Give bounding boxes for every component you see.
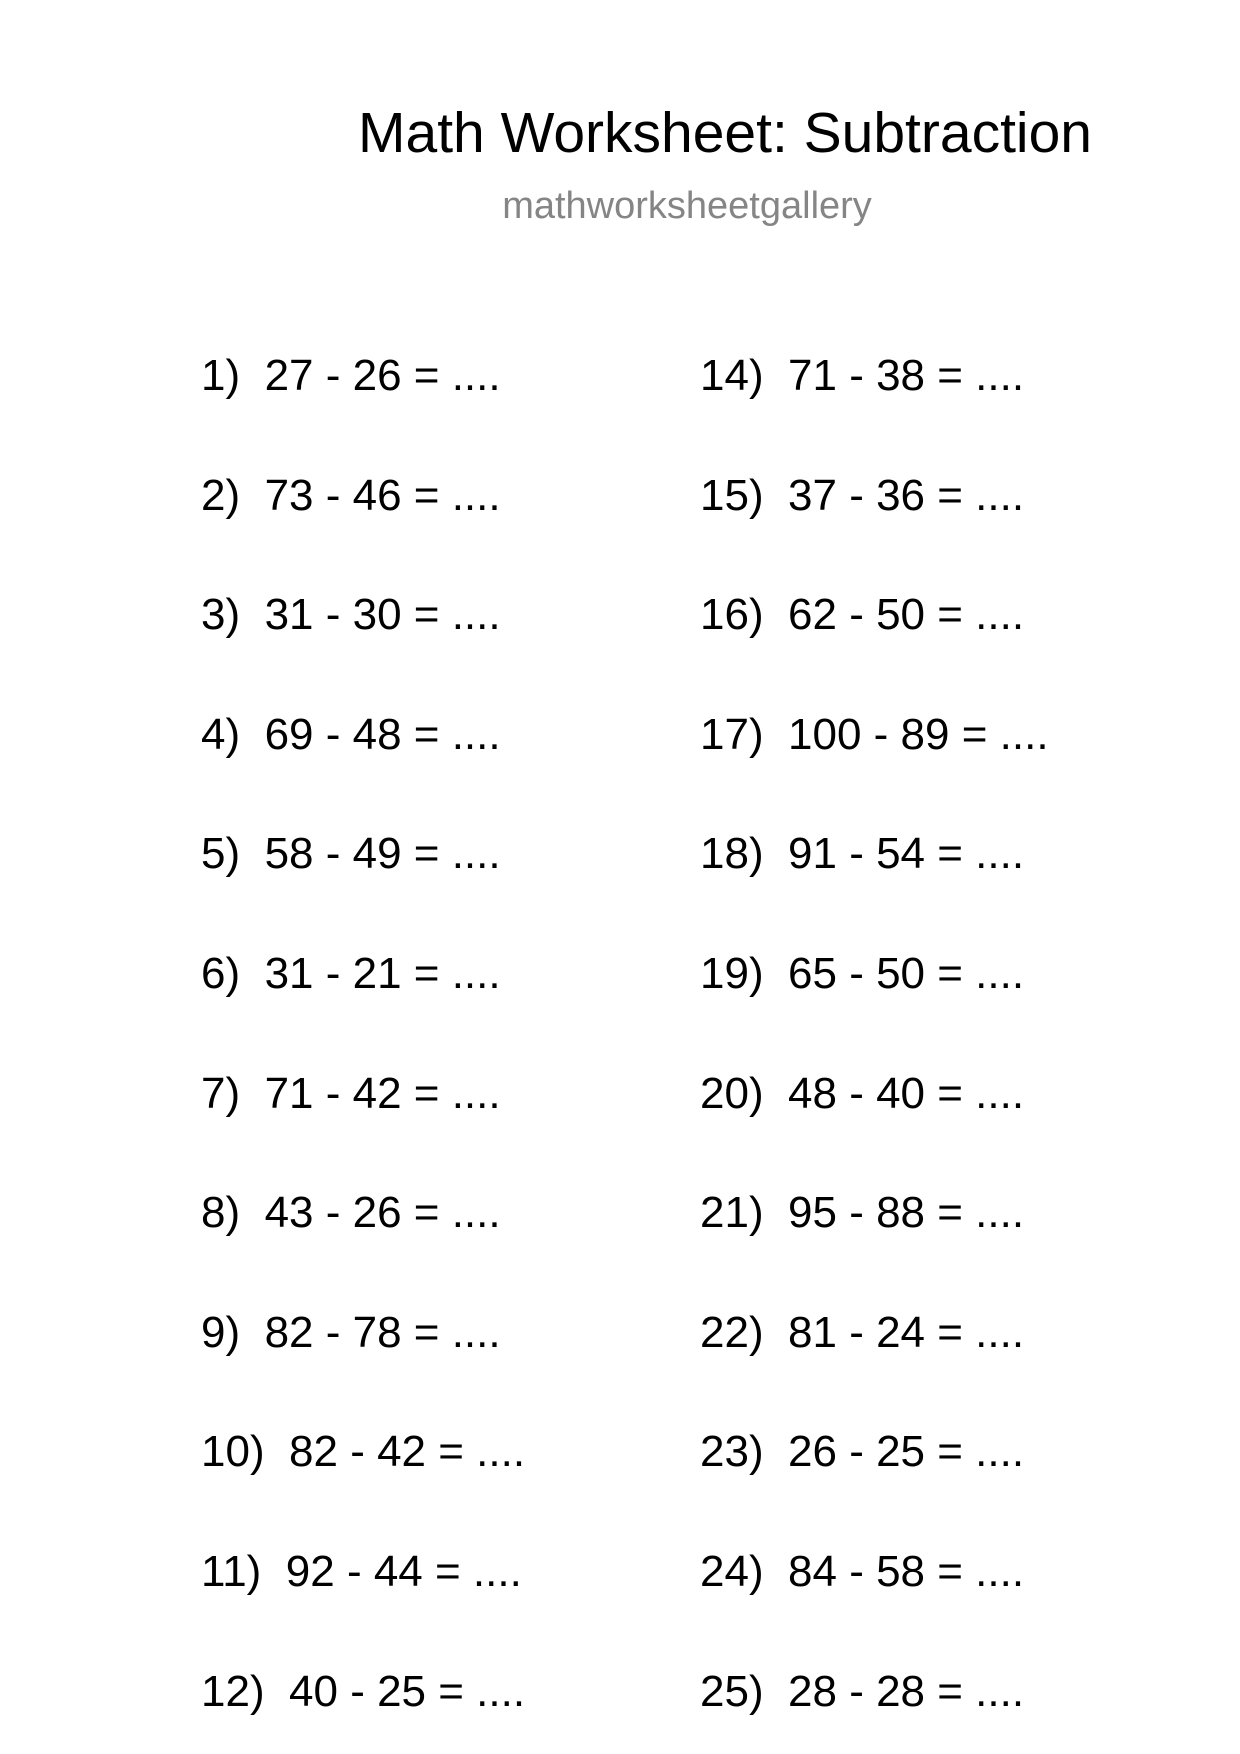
problem-expression: 31 - 21 = .... — [264, 949, 501, 998]
problem-item — [201, 710, 501, 760]
problem-expression: 84 - 58 = .... — [788, 1547, 1025, 1596]
problem-number: 3) — [201, 590, 241, 640]
problem-item — [201, 471, 501, 521]
problem-number: 16) — [700, 590, 764, 640]
problem-expression: 71 - 38 = .... — [788, 351, 1025, 400]
problem-expression: 69 - 48 = .... — [264, 709, 501, 759]
problem-expression: 81 - 24 = .... — [788, 1307, 1025, 1357]
problem-expression: 28 - 28 = .... — [788, 1666, 1025, 1716]
problem-expression: 82 - 42 = .... — [289, 1427, 526, 1477]
problem-expression: 31 - 30 = .... — [264, 590, 501, 640]
problem-number: 21) — [700, 1188, 764, 1238]
problem-expression: 100 - 89 = .... — [788, 709, 1049, 759]
problem-number: 7) — [201, 1068, 241, 1118]
problem-number: 17) — [700, 709, 764, 759]
problem-number: 8) — [201, 1188, 241, 1238]
problem-number: 24) — [700, 1547, 764, 1596]
problem-item — [700, 1667, 1024, 1717]
problem-item — [700, 1427, 1024, 1477]
problem-number: 18) — [700, 829, 764, 879]
problem-number: 1) — [201, 351, 241, 400]
problem-item — [201, 351, 501, 401]
problem-item — [700, 1547, 1024, 1597]
problem-expression: 37 - 36 = .... — [788, 470, 1025, 520]
problem-item — [700, 351, 1024, 401]
problem-expression: 27 - 26 = .... — [264, 351, 501, 400]
problem-expression: 92 - 44 = .... — [285, 1547, 522, 1596]
problem-item — [201, 590, 501, 640]
problem-expression: 43 - 26 = .... — [264, 1188, 501, 1238]
problem-expression: 40 - 25 = .... — [289, 1666, 526, 1716]
problem-item — [201, 1427, 525, 1477]
problem-number: 4) — [201, 709, 241, 759]
problem-item — [201, 1308, 501, 1358]
problem-number: 5) — [201, 829, 241, 879]
problem-item — [201, 1547, 522, 1597]
problem-expression: 26 - 25 = .... — [788, 1427, 1025, 1477]
worksheet-source: mathworksheetgallery — [502, 185, 872, 227]
problem-number: 14) — [700, 351, 764, 400]
problem-number: 19) — [700, 949, 764, 998]
problem-number: 2) — [201, 470, 241, 520]
problem-item — [700, 1188, 1024, 1238]
problem-item — [700, 829, 1024, 879]
problem-expression: 91 - 54 = .... — [788, 829, 1025, 879]
problem-item — [700, 1308, 1024, 1358]
problem-expression: 73 - 46 = .... — [264, 470, 501, 520]
problem-item — [700, 471, 1024, 521]
problem-expression: 58 - 49 = .... — [264, 829, 501, 879]
problem-expression: 62 - 50 = .... — [788, 590, 1025, 640]
problem-number: 12) — [201, 1666, 265, 1716]
problem-expression: 65 - 50 = .... — [788, 949, 1025, 998]
problem-item — [700, 710, 1049, 760]
problem-number: 6) — [201, 949, 241, 998]
problem-item — [201, 829, 501, 879]
problem-expression: 95 - 88 = .... — [788, 1188, 1025, 1238]
problem-number: 15) — [700, 470, 764, 520]
problem-item — [201, 1069, 501, 1119]
problem-item — [700, 949, 1024, 999]
problem-expression: 71 - 42 = .... — [264, 1068, 501, 1118]
problem-item — [201, 1667, 525, 1717]
problem-number: 20) — [700, 1068, 764, 1118]
problem-item — [700, 1069, 1024, 1119]
problem-number: 10) — [201, 1427, 265, 1477]
problem-expression: 82 - 78 = .... — [264, 1307, 501, 1357]
problem-number: 23) — [700, 1427, 764, 1477]
problem-item — [201, 1188, 501, 1238]
problem-number: 22) — [700, 1307, 764, 1357]
problem-number: 11) — [201, 1547, 262, 1596]
problem-expression: 48 - 40 = .... — [788, 1068, 1025, 1118]
problem-number: 9) — [201, 1307, 241, 1357]
problem-number: 25) — [700, 1666, 764, 1716]
problem-item — [700, 590, 1024, 640]
worksheet-title: Math Worksheet: Subtraction — [358, 101, 1092, 165]
problem-item — [201, 949, 501, 999]
